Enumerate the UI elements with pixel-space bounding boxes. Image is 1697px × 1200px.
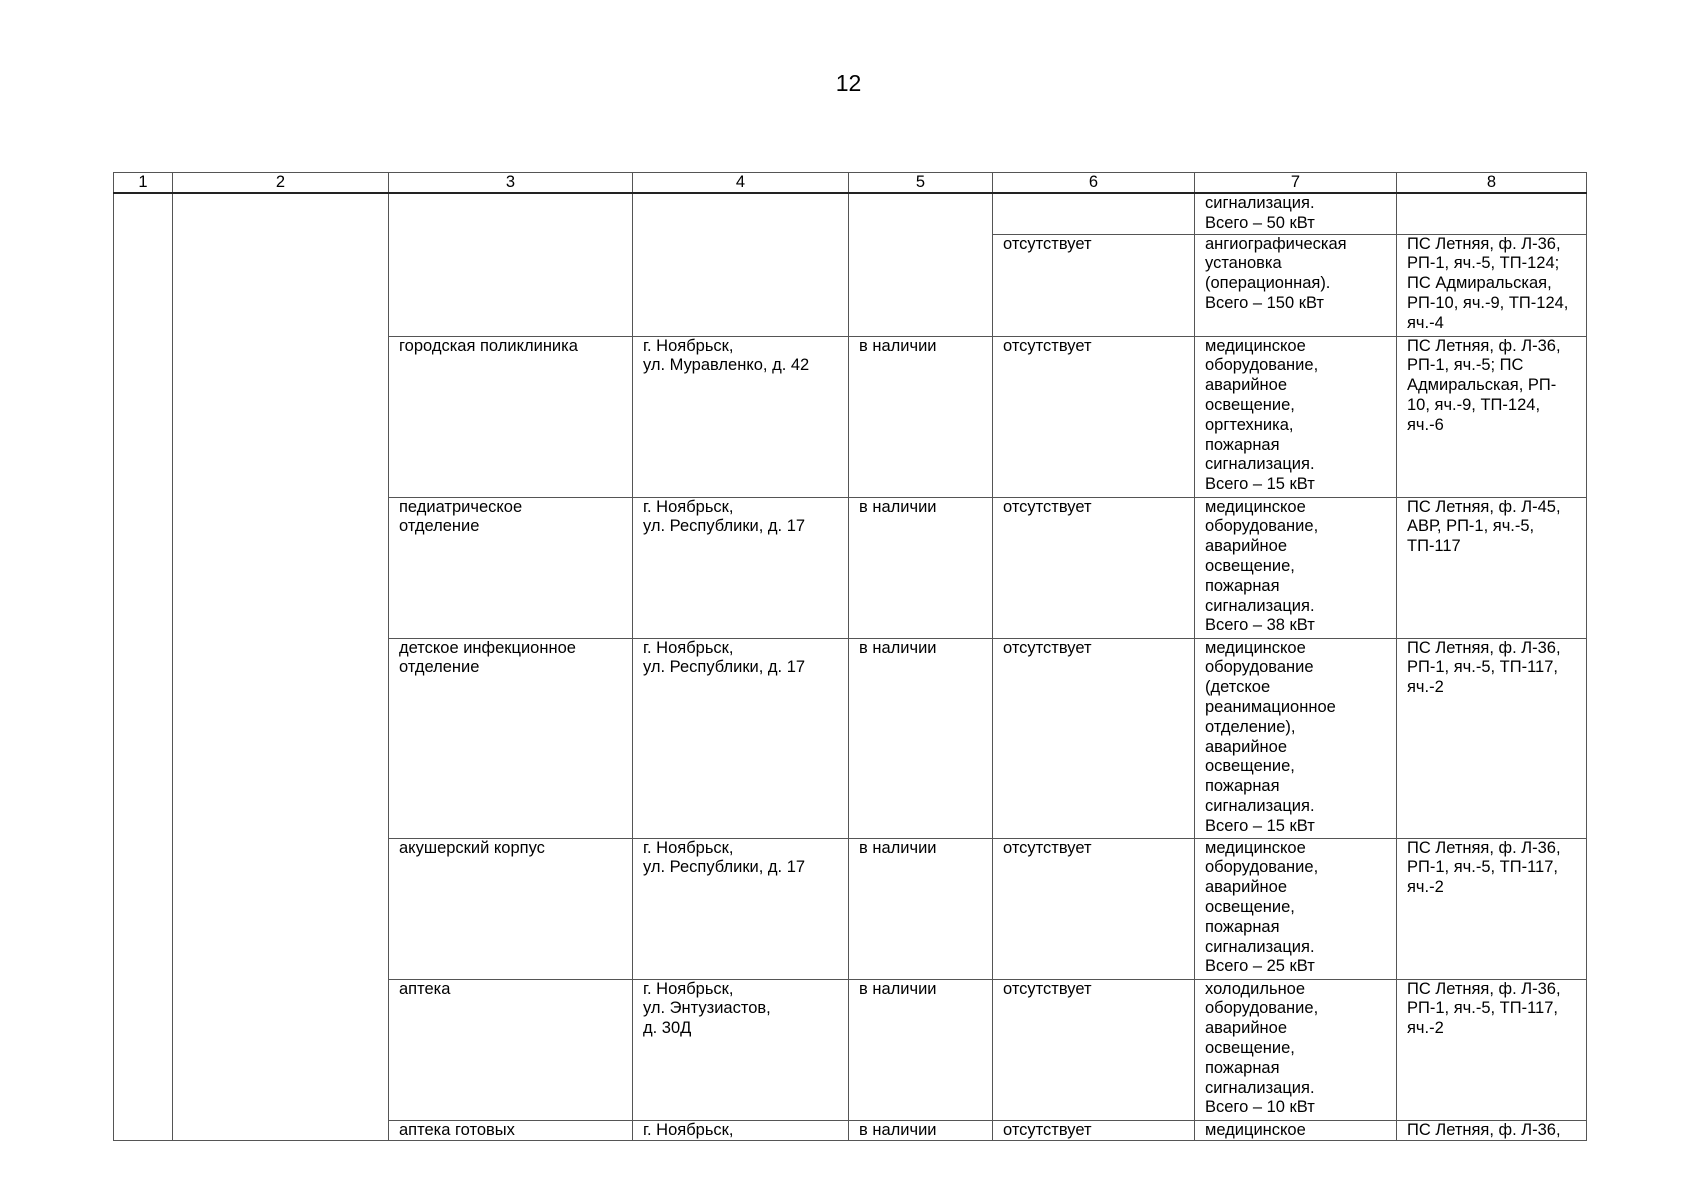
data-table — [113, 172, 1587, 1141]
facility-name-cell: акушерский корпус — [389, 838, 633, 979]
availability-cell: в наличии — [849, 979, 993, 1120]
equipment-cell: сигнализация. Всего – 50 кВт — [1195, 193, 1397, 234]
address-cell: г. Ноябрьск, ул. Республики, д. 17 — [633, 638, 849, 838]
power-source-cell: ПС Летняя, ф. Л-36, РП-1, яч.-5; ПС Адмиральская, РП- 10, яч.-9, ТП-124, яч.-6 — [1397, 336, 1587, 497]
backup-source-cell: отсутствует — [993, 638, 1195, 838]
facility-name-cell: аптека готовых — [389, 1120, 633, 1141]
availability-cell: в наличии — [849, 838, 993, 979]
address-cell: г. Ноябрьск, ул. Энтузиастов, д. 30Д — [633, 979, 849, 1120]
col-6-cell — [993, 193, 1195, 234]
availability-cell: в наличии — [849, 1120, 993, 1141]
table-row — [114, 193, 1587, 234]
power-source-cell: ПС Летняя, ф. Л-36, РП-1, яч.-5, ТП-117, яч.-2 — [1397, 979, 1587, 1120]
address-cell: г. Ноябрьск, ул. Республики, д. 17 — [633, 838, 849, 979]
equipment-cell: медицинское оборудование, аварийное освещение, пожарная сигнализация. Всего – 25 кВт — [1195, 838, 1397, 979]
equipment-cell: медицинское оборудование, аварийное освещение, пожарная сигнализация. Всего – 38 кВт — [1195, 497, 1397, 638]
header-col-1: 1 — [114, 173, 173, 194]
power-source-cell — [1397, 193, 1587, 234]
col-1-cell — [114, 193, 173, 1141]
col-2-cell — [173, 193, 389, 1141]
header-col-8: 8 — [1397, 173, 1587, 194]
address-cell: г. Ноябрьск, — [633, 1120, 849, 1141]
availability-cell: в наличии — [849, 336, 993, 497]
col-3-cell — [389, 193, 633, 336]
availability-cell: в наличии — [849, 497, 993, 638]
equipment-cell: медицинское — [1195, 1120, 1397, 1141]
address-cell: г. Ноябрьск, ул. Республики, д. 17 — [633, 497, 849, 638]
header-col-5: 5 — [849, 173, 993, 194]
header-row — [114, 173, 1587, 194]
col-5-cell — [849, 193, 993, 336]
facility-name-cell: педиатрическое отделение — [389, 497, 633, 638]
power-source-cell: ПС Летняя, ф. Л-36, РП-1, яч.-5, ТП-124; ПС Адмиральская, РП-10, яч.-9, ТП-124, яч.-4 — [1397, 234, 1587, 336]
power-source-cell: ПС Летняя, ф. Л-45, АВР, РП-1, яч.-5, ТП-117 — [1397, 497, 1587, 638]
equipment-cell: ангиографическая установка (операционная). Всего – 150 кВт — [1195, 234, 1397, 336]
backup-source-cell: отсутствует — [993, 497, 1195, 638]
header-col-3: 3 — [389, 173, 633, 194]
facility-name-cell: детское инфекционное отделение — [389, 638, 633, 838]
power-source-cell: ПС Летняя, ф. Л-36, РП-1, яч.-5, ТП-117, яч.-2 — [1397, 638, 1587, 838]
header-col-7: 7 — [1195, 173, 1397, 194]
backup-source-cell: отсутствует — [993, 336, 1195, 497]
equipment-cell: медицинское оборудование, аварийное освещение, оргтехника, пожарная сигнализация. Всего – 15 кВт — [1195, 336, 1397, 497]
availability-cell: в наличии — [849, 638, 993, 838]
page-number: 12 — [835, 70, 862, 96]
backup-source-cell: отсутствует — [993, 234, 1195, 336]
header-col-2: 2 — [173, 173, 389, 194]
power-source-cell: ПС Летняя, ф. Л-36, — [1397, 1120, 1587, 1141]
equipment-cell: медицинское оборудование (детское реанимационное отделение), аварийное освещение, пожарная сигнализация. Всего – 15 кВт — [1195, 638, 1397, 838]
equipment-cell: холодильное оборудование, аварийное освещение, пожарная сигнализация. Всего – 10 кВт — [1195, 979, 1397, 1120]
facility-name-cell: аптека — [389, 979, 633, 1120]
header-col-4: 4 — [633, 173, 849, 194]
backup-source-cell: отсутствует — [993, 979, 1195, 1120]
backup-source-cell: отсутствует — [993, 838, 1195, 979]
address-cell: г. Ноябрьск, ул. Муравленко, д. 42 — [633, 336, 849, 497]
backup-source-cell: отсутствует — [993, 1120, 1195, 1141]
header-col-6: 6 — [993, 173, 1195, 194]
facility-name-cell: городская поликлиника — [389, 336, 633, 497]
power-source-cell: ПС Летняя, ф. Л-36, РП-1, яч.-5, ТП-117, яч.-2 — [1397, 838, 1587, 979]
col-4-cell — [633, 193, 849, 336]
